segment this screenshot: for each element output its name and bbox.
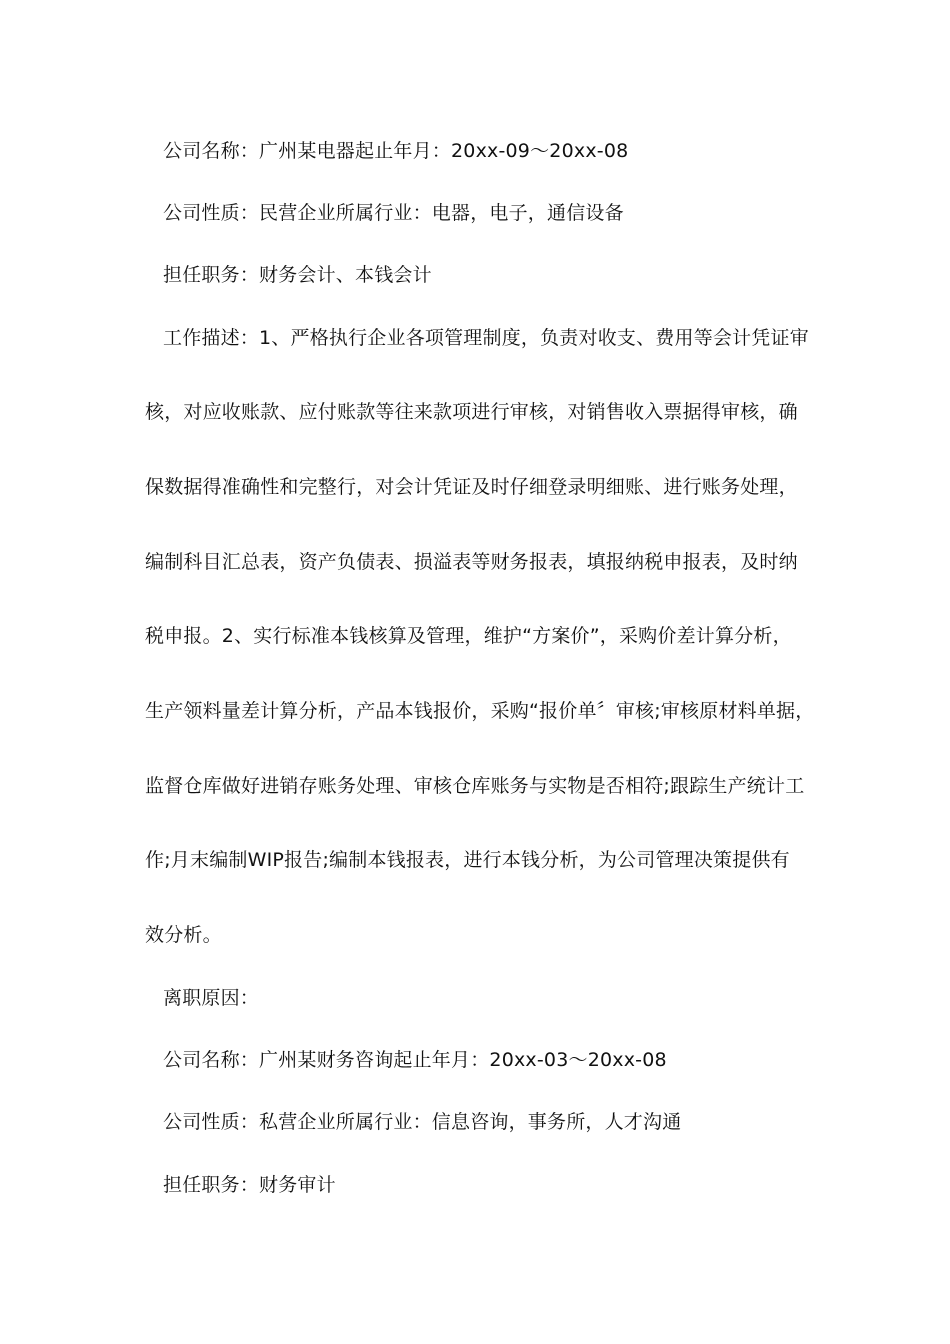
company-nature-line-1: 公司性质：民营企业所属行业：电器，电子，通信设备 — [163, 202, 624, 224]
job-description-line: 效分析。 — [145, 924, 222, 946]
position-line-1: 担任职务：财务会计、本钱会计 — [163, 264, 432, 286]
job-description-line: 工作描述：1、严格执行企业各项管理制度，负责对收支、费用等会计凭证审 — [163, 327, 809, 349]
company-name-line-1: 公司名称：广州某电器起止年月：20xx-09～20xx-08 — [163, 140, 629, 162]
job-description-line: 保数据得准确性和完整行，对会计凭证及时仔细登录明细账、进行账务处理， — [145, 476, 798, 498]
job-description-line: 监督仓库做好进销存账务处理、审核仓库账务与实物是否相符;跟踪生产统计工 — [145, 775, 805, 797]
job-description-line: 税申报。2、实行标准本钱核算及管理，维护“方案价”，采购价差计算分析， — [145, 625, 792, 647]
company-nature-line-2: 公司性质：私营企业所属行业：信息咨询，事务所，人才沟通 — [163, 1111, 682, 1133]
job-description-line: 编制科目汇总表，资产负债表、损溢表等财务报表，填报纳税申报表，及时纳 — [145, 551, 798, 573]
job-description-line: 核，对应收账款、应付账款等往来款项进行审核，对销售收入票据得审核，确 — [145, 401, 798, 423]
job-description-line: 生产领料量差计算分析，产品本钱报价，采购“报价单〞审核;审核原材料单据， — [145, 700, 815, 722]
company-name-line-2: 公司名称：广州某财务咨询起止年月：20xx-03～20xx-08 — [163, 1049, 667, 1071]
leave-reason-line: 离职原因： — [163, 987, 260, 1009]
position-line-2: 担任职务：财务审计 — [163, 1174, 336, 1196]
job-description-line: 作;月末编制WIP报告;编制本钱报表，进行本钱分析，为公司管理决策提供有 — [145, 849, 790, 871]
